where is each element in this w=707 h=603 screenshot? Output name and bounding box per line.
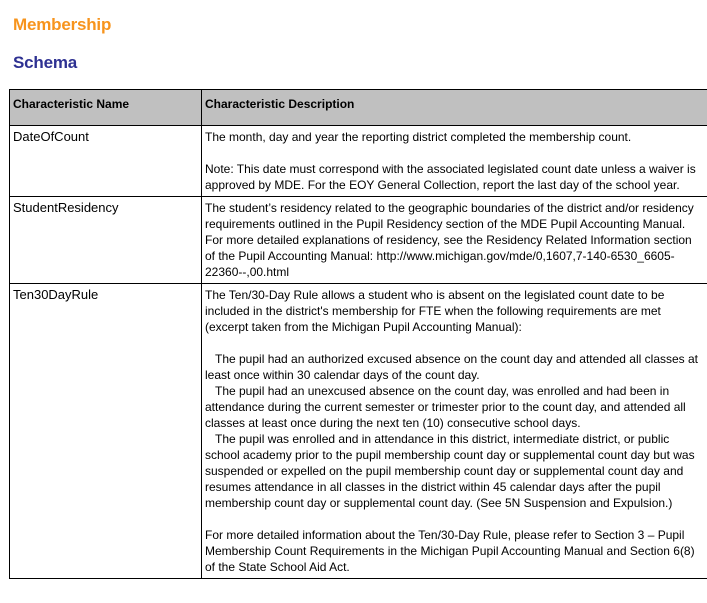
column-header-description: Characteristic Description	[202, 90, 707, 126]
characteristic-description	[202, 197, 707, 284]
characteristic-name: DateOfCount	[10, 126, 202, 197]
schema-table	[9, 89, 707, 579]
table-row	[10, 284, 707, 579]
table-row	[10, 126, 707, 197]
characteristic-description	[202, 284, 707, 579]
table-header-row	[10, 90, 707, 126]
characteristic-description	[202, 126, 707, 197]
requirement-text: The pupil was enrolled and in attendance in this district, intermediate district, or public school academy prior to the pupil membership count day or supplemental count day but was suspended or expelled on the pupil membership count day or supplemental count day and resumes attendance in all classes in the district within 45 calendar days after the pupil membership count day or supplemental count day. (See 5N Suspension and Expulsion.)	[205, 432, 695, 510]
section-title: Membership	[13, 15, 112, 34]
column-header-name: Characteristic Name	[10, 90, 202, 126]
requirement-text: The pupil had an authorized excused absence on the count day and attended all classes at least once within 30 calendar days of the count day.	[205, 352, 699, 382]
description-reference: For more detailed information about the Ten/30-Day Rule, please refer to Section 3 – Pupil Membership Count Requirements in the Michigan Pupil Accounting Manual and Section 6(8) of the State School Aid Act.	[205, 528, 695, 574]
description-paragraph: The student’s residency related to the geographic boundaries of the district and/or residency requirements outlined in the Pupil Residency section of the MDE Pupil Accounting Manual. For more detailed explanations of residency, see the Residency Related Information section of the Pupil Accounting Manual: http://www.michigan.gov/mde/0,1607,7-140-6530_6605-22360--,00.html	[205, 201, 694, 279]
characteristic-name: StudentResidency	[10, 197, 202, 284]
description-paragraph: The Ten/30-Day Rule allows a student who is absent on the legislated count date to be included in the district's membership for FTE when the following requirements are met (excerpt taken from the Michigan Pupil Accounting Manual):	[205, 288, 665, 334]
table-row	[10, 197, 707, 284]
schema-subtitle: Schema	[13, 53, 78, 72]
description-note: Note: This date must correspond with the associated legislated count date unless a waiver is approved by MDE. For the EOY General Collection, report the last day of the school year.	[205, 162, 696, 192]
requirement-item	[205, 383, 704, 431]
requirement-text: The pupil had an unexcused absence on the count day, was enrolled and had been in attendance during the current semester or trimester prior to the count day, and attended all classes at least once during the next ten (10) consecutive school days.	[205, 384, 686, 430]
requirement-item	[205, 431, 704, 511]
characteristic-name: Ten30DayRule	[10, 284, 202, 579]
requirement-item	[205, 351, 704, 383]
description-paragraph: The month, day and year the reporting district completed the membership count.	[205, 130, 632, 144]
